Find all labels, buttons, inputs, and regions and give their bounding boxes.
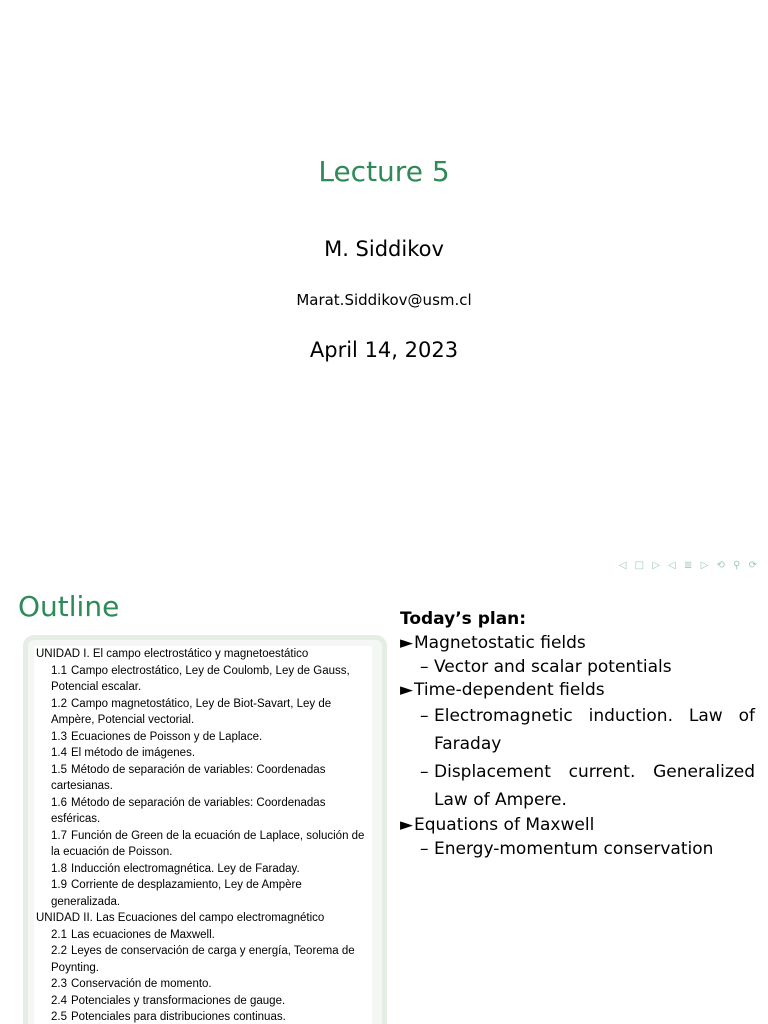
- triangle-bullet-icon: ►: [400, 815, 414, 835]
- list-item: 1.2 Campo magnetostático, Ley de Biot-Savart, Ley de Ampère, Potencial vectorial.: [51, 697, 332, 726]
- plan-item: ► Magnetostatic fields: [400, 633, 586, 653]
- list-item: 1.8 Inducción electromagnética. Ley de Faraday.: [51, 862, 300, 875]
- dash-bullet-icon: –: [420, 839, 429, 859]
- syllabus-list: [34, 646, 372, 1024]
- next-section-icon[interactable]: ▷: [700, 560, 710, 571]
- list-item: 1.1 Campo electrostático, Ley de Coulomb, Ley de Gauss, Potencial escalar.: [51, 664, 350, 693]
- prev-frame-icon[interactable]: ◁: [618, 560, 628, 571]
- dash-bullet-icon: –: [420, 706, 429, 726]
- search-icon[interactable]: ⚲: [733, 560, 742, 571]
- author-name: M. Siddikov: [324, 237, 444, 261]
- beamer-navigation[interactable]: [616, 560, 758, 571]
- plan-item: ► Time-dependent fields: [400, 680, 605, 700]
- plan-subitem: – Displacement current. Generalized Law of Ampere.: [400, 758, 755, 814]
- todays-plan: [400, 608, 755, 861]
- plan-subitem: – Electromagnetic induction. Law of Faraday: [400, 702, 755, 758]
- list-item: 1.9 Corriente de desplazamiento, Ley de Ampère generalizada.: [51, 879, 302, 908]
- list-item: 1.7 Función de Green de la ecuación de Laplace, solución de la ecuación de Poisson.: [51, 829, 365, 858]
- list-item: 2.1 Las ecuaciones de Maxwell.: [51, 928, 215, 941]
- dash-bullet-icon: –: [420, 657, 429, 677]
- prev-section-icon[interactable]: ◁: [668, 560, 677, 571]
- syllabus-image: [28, 640, 382, 1024]
- plan-subitem: – Vector and scalar potentials: [420, 657, 672, 677]
- list-item: 2.5 Potenciales para distribuciones continuas.: [51, 1011, 286, 1023]
- plan-subitem: – Energy-momentum conservation: [420, 839, 714, 859]
- outline-title: Outline: [18, 590, 120, 623]
- plan-heading: Today’s plan:: [400, 609, 527, 629]
- author-email: Marat.Siddikov@usm.cl: [296, 291, 472, 309]
- lecture-date: April 14, 2023: [309, 338, 459, 362]
- list-item: 2.4 Potenciales y transformaciones de gauge.: [51, 994, 286, 1007]
- list-item: 1.4 El método de imágenes.: [51, 747, 196, 759]
- next-frame-icon[interactable]: ▷: [652, 560, 661, 571]
- list-item: 1.3 Ecuaciones de Poisson y de Laplace.: [51, 730, 263, 743]
- forward-icon[interactable]: ⟳: [748, 560, 758, 571]
- triangle-bullet-icon: ►: [400, 680, 414, 700]
- list-item: 2.3 Conservación de momento.: [51, 978, 212, 990]
- list-item: 2.2 Leyes de conservación de carga y energía, Teorema de Poynting.: [51, 945, 355, 974]
- lecture-title: Lecture 5: [318, 155, 450, 188]
- outline-slide: [0, 580, 768, 1024]
- back-icon[interactable]: ⟲: [716, 560, 726, 571]
- unit-heading: UNIDAD I. El campo electrostático y magnetoestático: [36, 648, 309, 660]
- unit-heading: UNIDAD II. Las Ecuaciones del campo electromagnético: [36, 912, 325, 924]
- triangle-bullet-icon: ►: [400, 633, 414, 653]
- list-item: 1.5 Método de separación de variables: Coordenadas cartesianas.: [51, 763, 326, 792]
- section-icon[interactable]: ≣: [684, 560, 694, 571]
- dash-bullet-icon: –: [420, 762, 429, 782]
- plan-item: ► Equations of Maxwell: [400, 815, 595, 835]
- list-item: 1.6 Método de separación de variables: Coordenadas esféricas.: [51, 796, 326, 825]
- frame-icon[interactable]: □: [634, 560, 646, 571]
